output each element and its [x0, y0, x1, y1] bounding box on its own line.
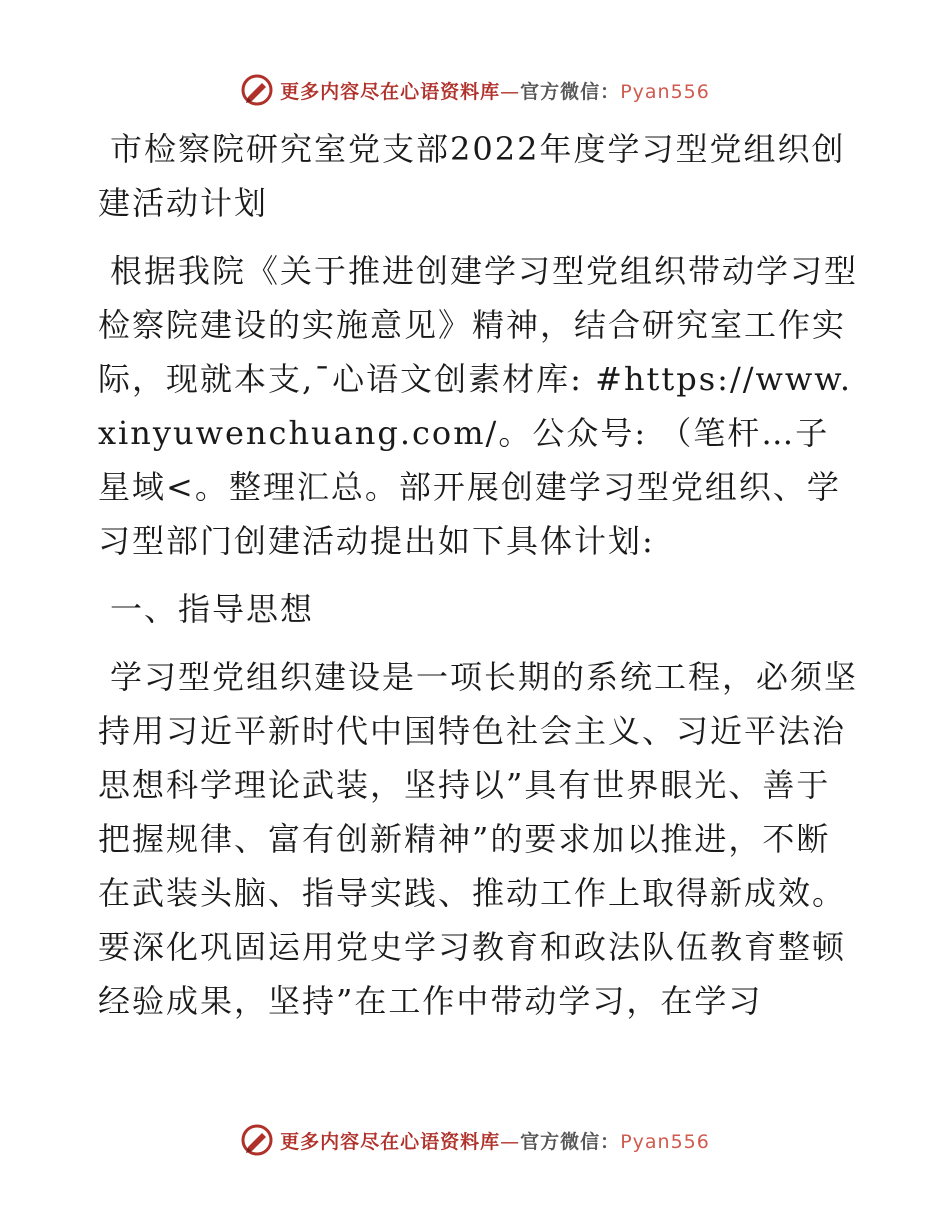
banner-content-bottom	[240, 1123, 710, 1157]
header-banner	[0, 70, 950, 110]
pen-logo-icon	[240, 73, 274, 107]
banner-content	[240, 73, 710, 107]
banner-wechat-handle: Pyan556	[620, 80, 710, 103]
banner-brand-text-bottom: 更多内容尽在心语资料库	[280, 1130, 501, 1153]
document-body	[98, 122, 858, 1028]
section-heading-guiding-ideology: 一、指导思想	[110, 590, 315, 628]
banner-text	[280, 77, 710, 104]
section-body-guiding-ideology: 学习型党组织建设是一项长期的系统工程，必须坚持用习近平新时代中国特色社会主义、习近平法治思想科学理论武装，坚持以”具有世界眼光、善于把握规律、富有创新精神”的要求加以推进，不断在武装头脑、指导实践、推动工作上取得新成效。要深化巩固运用党史学习教育和政法队伍教育整顿经验成果，坚持”在工作中带动学习，在学习	[98, 658, 859, 1020]
banner-brand-text: 更多内容尽在心语资料库	[280, 80, 501, 103]
banner-dash: —	[500, 80, 521, 103]
pen-logo-icon	[240, 1123, 274, 1157]
banner-wechat-label: 官方微信：	[520, 80, 621, 103]
document-title: 市检察院研究室党支部2022年度学习型党组织创建活动计划	[98, 130, 846, 222]
footer-banner	[0, 1120, 950, 1160]
banner-wechat-label-bottom: 官方微信：	[520, 1130, 621, 1153]
intro-paragraph: 根据我院《关于推进创建学习型党组织带动学习型检察院建设的实施意见》精神，结合研究室工作实际，现就本支,¯心语文创素材库: #https://www.xinyuwenchuang.com/。公众号: （笔杆…子星域<。整理汇总。部开展创建学习型党组织、学习型部门创建活动提出如下具体计划:	[98, 252, 859, 560]
banner-dash-bottom: —	[500, 1130, 521, 1153]
banner-text-bottom	[280, 1127, 710, 1154]
banner-wechat-handle-bottom: Pyan556	[620, 1130, 710, 1153]
